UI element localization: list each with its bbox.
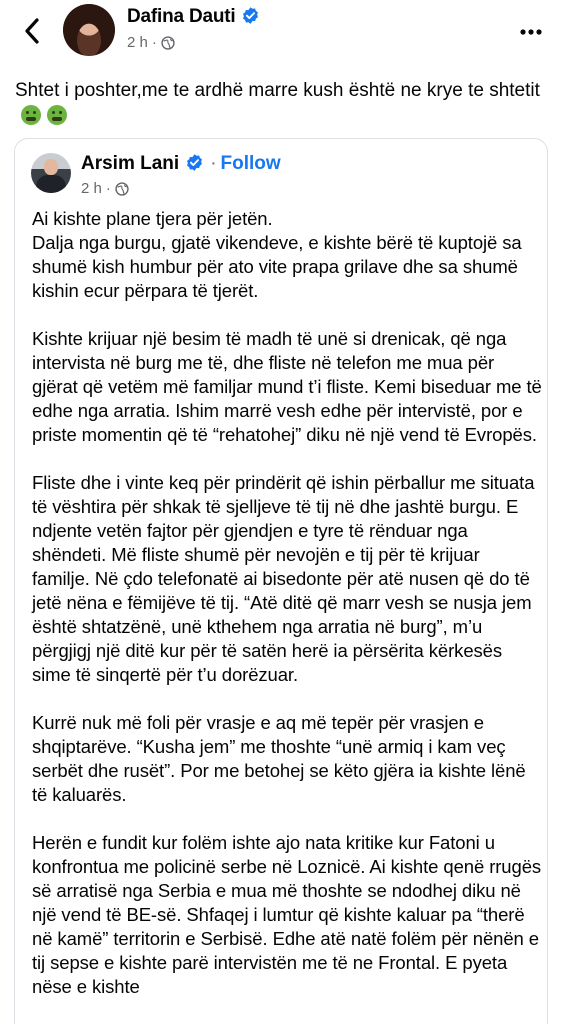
post-caption — [15, 78, 550, 130]
post-time[interactable]: 2 h — [127, 34, 148, 51]
shared-post-body — [32, 207, 542, 1023]
author-name-text[interactable]: Dafina Dauti — [127, 6, 236, 27]
shared-post-time[interactable]: 2 h — [81, 180, 102, 197]
meta-dot: · — [105, 180, 111, 197]
back-arrow-icon — [24, 18, 40, 44]
follow-separator: · — [210, 153, 217, 174]
author-name[interactable] — [127, 6, 260, 28]
follow-button[interactable]: Follow — [220, 153, 281, 174]
shared-post-meta — [81, 180, 129, 197]
body-paragraph: Herën e fundit kur folëm ishte ajo nata kritike kur Fatoni u konfrontua me policinë serbe në Loznicë. Ai kishte qenë rrugës së arratisë nga Serbia e mua më thoshte se ndodhej diku në një vend të BE-së. Shfaqej i lumtur që kishte kaluar pa “therë në kamë” territorin e Serbisë. Edhe atë natë folëm për nënën e tij sepse e kishte parë intervistën me të ne Frontal. E pyeta nëse e kishte — [32, 832, 542, 997]
verified-badge-icon — [185, 153, 204, 172]
shared-author-name[interactable]: Arsim Lani — [81, 153, 180, 174]
post-meta — [127, 34, 175, 51]
caption-text: Shtet i poshter,me te ardhë marre kush është ne krye te shtetit — [15, 80, 540, 101]
globe-icon — [161, 36, 175, 50]
body-paragraph: Fliste dhe i vinte keq për prindërit që ishin përballur me situata të vështira për shkak të sjelljeve të tij në dhe jashtë burgu. E ndjente vetën fajtor për gjendjen e tyre të rënduar nga shëndeti. Më fliste shumë për nevojën e tij për të krijuar familje. Në çdo telefonatë ai bisedonte për atë nusen që do të jetë nëna e fëmijëve të tij. “Atë ditë që marr vesh se nusja jem është shtatzënë, unë kthehem nga arratia në burg”, m’u përgjigj një ditë kur për të satën herë ia përsërita kërkesës sime të sinqertë për t’u dorëzuar. — [32, 472, 535, 685]
nauseated-face-emoji-icon — [21, 105, 41, 125]
nauseated-face-emoji-icon — [47, 105, 67, 125]
body-paragraph: Ai kishte plane tjera për jetën. Dalja nga burgu, gjatë vikendeve, e kishte bërë të kuptojë sa shumë kish humbur për ato vite prapa grilave dhe sa shumë kishin ecur përpara të tjerët. — [32, 208, 522, 301]
verified-badge-icon — [241, 6, 260, 25]
more-options-icon — [520, 29, 542, 35]
meta-dot: · — [151, 34, 157, 51]
shared-author-avatar[interactable] — [31, 153, 71, 193]
back-button[interactable] — [18, 16, 46, 46]
globe-icon — [115, 182, 129, 196]
shared-author-line — [81, 153, 281, 175]
body-paragraph: Kurrë nuk më foli për vrasje e aq më tepër për vrasjen e shqiptarëve. “Kusha jem” me thoshte “unë armiq i kam veç serbët dhe rusët”. Por me betohej se këto gjëra ia kishte lënë të kaluarës. — [32, 712, 526, 805]
author-avatar[interactable] — [63, 4, 115, 56]
body-paragraph: Kishte krijuar një besim të madh të unë si drenicak, që nga intervista në burg me të, dhe fliste në telefon me mua për gjërat që vetëm më familjar mund t’i fliste. Kemi biseduar me të edhe nga arratia. Ishim marrë vesh edhe për intervistë, por e priste momentin që të “rehatohej” diku në një vend të Evropës. — [32, 328, 542, 445]
more-options-button[interactable] — [519, 22, 543, 42]
post-header — [0, 0, 563, 68]
shared-post-card[interactable] — [14, 138, 548, 1024]
